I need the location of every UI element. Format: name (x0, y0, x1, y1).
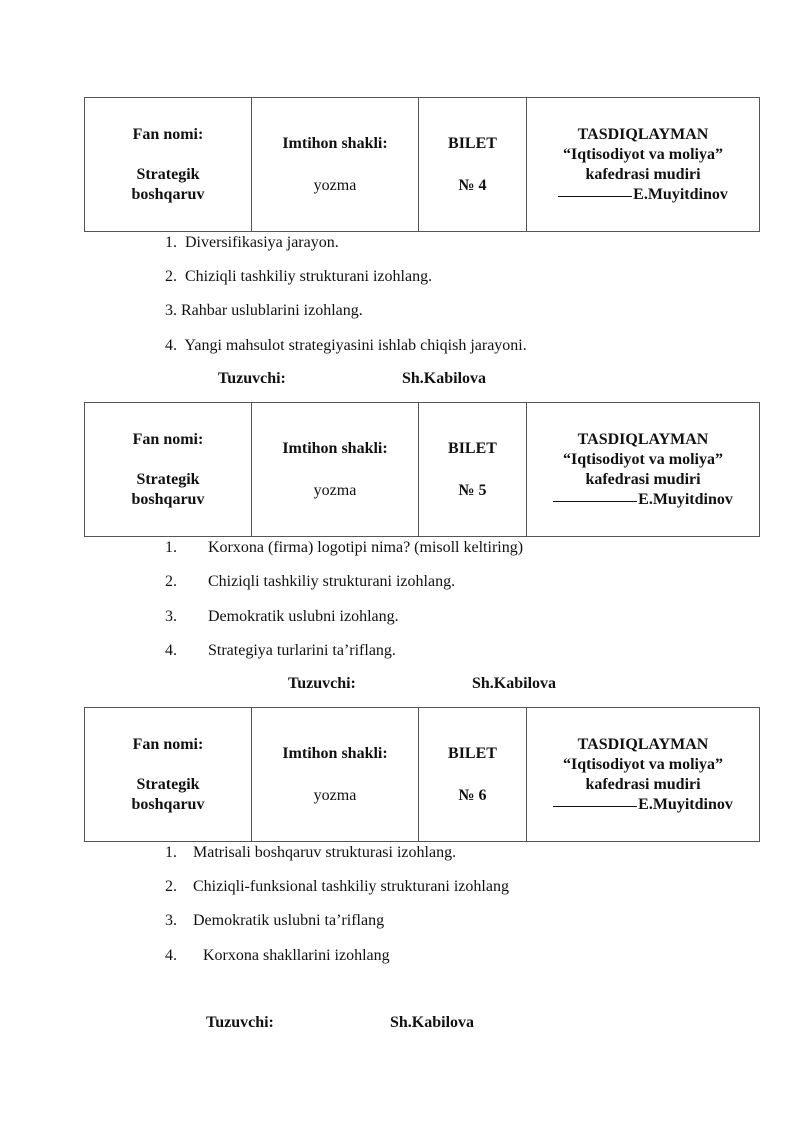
exam-form-label: Imtihon shakli: (282, 744, 388, 762)
approver-name: E.Muyitdinov (638, 795, 733, 813)
author-label: Tuzuvchi: (206, 1014, 274, 1031)
exam-form-label: Imtihon shakli: (282, 134, 388, 152)
subject-label: Fan nomi: (132, 125, 204, 143)
ticket-header-table (84, 402, 760, 537)
approval-department: “Iqtisodiyot va moliya” (562, 145, 723, 163)
subject-name-line1: Strategik (136, 165, 200, 183)
ticket-label: BILET (448, 439, 497, 457)
exam-form-cell (252, 403, 419, 537)
ticket-label: BILET (448, 744, 497, 762)
subject-cell (85, 98, 252, 232)
approval-role: kafedrasi mudiri (585, 470, 701, 488)
exam-form-cell (252, 98, 419, 232)
subject-name-line2: boshqaruv (131, 490, 205, 508)
author-label: Tuzuvchi: (218, 370, 286, 387)
author-label: Tuzuvchi: (288, 675, 356, 692)
subject-name-line2: boshqaruv (131, 185, 205, 203)
subject-cell (85, 403, 252, 537)
author-name: Sh.Kabilova (472, 675, 557, 692)
ticket-header-table (84, 707, 760, 842)
approval-role: kafedrasi mudiri (585, 165, 701, 183)
approver-name: E.Muyitdinov (633, 185, 728, 203)
question-item: 2. Chiziqli-funksional tashkiliy strukturani izohlang (165, 878, 509, 895)
ticket-number-cell (419, 708, 527, 842)
ticket-number-cell (419, 403, 527, 537)
subject-cell (85, 708, 252, 842)
subject-name-line1: Strategik (136, 775, 200, 793)
ticket-number: № 4 (458, 176, 487, 194)
question-item: 2. Chiziqli tashkiliy strukturani izohlang. (165, 268, 433, 285)
author-name: Sh.Kabilova (390, 1014, 475, 1031)
subject-label: Fan nomi: (132, 735, 204, 753)
exam-form-value: yozma (313, 481, 357, 499)
approver-name: E.Muyitdinov (638, 490, 733, 508)
exam-form-cell (252, 708, 419, 842)
subject-label: Fan nomi: (132, 430, 204, 448)
question-item: 1. Korxona (firma) logotipi nima? (misoll keltiring) (165, 539, 524, 556)
approval-department: “Iqtisodiyot va moliya” (562, 755, 723, 773)
question-item: 1. Diversifikasiya jarayon. (165, 234, 339, 251)
exam-form-label: Imtihon shakli: (282, 439, 388, 457)
question-item: 3. Demokratik uslubni izohlang. (165, 608, 399, 625)
approval-cell (527, 98, 760, 232)
ticket-number: № 6 (458, 786, 487, 804)
question-item: 2. Chiziqli tashkiliy strukturani izohlang. (165, 573, 456, 590)
ticket-number: № 5 (458, 481, 487, 499)
question-item: 4. Strategiya turlarini ta’riflang. (165, 642, 396, 659)
signature-line (553, 805, 637, 807)
approval-cell (527, 403, 760, 537)
question-item: 3. Demokratik uslubni ta’riflang (165, 912, 385, 929)
approval-title: TASDIQLAYMAN (577, 430, 709, 448)
approval-title: TASDIQLAYMAN (577, 735, 709, 753)
exam-form-value: yozma (313, 176, 357, 194)
subject-name-line1: Strategik (136, 470, 200, 488)
approval-role: kafedrasi mudiri (585, 775, 701, 793)
question-item: 3. Rahbar uslublarini izohlang. (165, 302, 363, 319)
signature-line (558, 195, 632, 197)
ticket-header-table (84, 97, 760, 232)
ticket-label: BILET (448, 134, 497, 152)
author-name: Sh.Kabilova (402, 370, 487, 387)
approval-cell (527, 708, 760, 842)
approval-department: “Iqtisodiyot va moliya” (562, 450, 723, 468)
signature-line (553, 500, 637, 502)
question-item: 4. Korxona shakllarini izohlang (165, 947, 390, 964)
ticket-number-cell (419, 98, 527, 232)
question-item: 1. Matrisali boshqaruv strukturasi izohlang. (165, 844, 457, 861)
approval-title: TASDIQLAYMAN (577, 125, 709, 143)
subject-name-line2: boshqaruv (131, 795, 205, 813)
exam-form-value: yozma (313, 786, 357, 804)
question-item: 4. Yangi mahsulot strategiyasini ishlab chiqish jarayoni. (165, 337, 527, 354)
